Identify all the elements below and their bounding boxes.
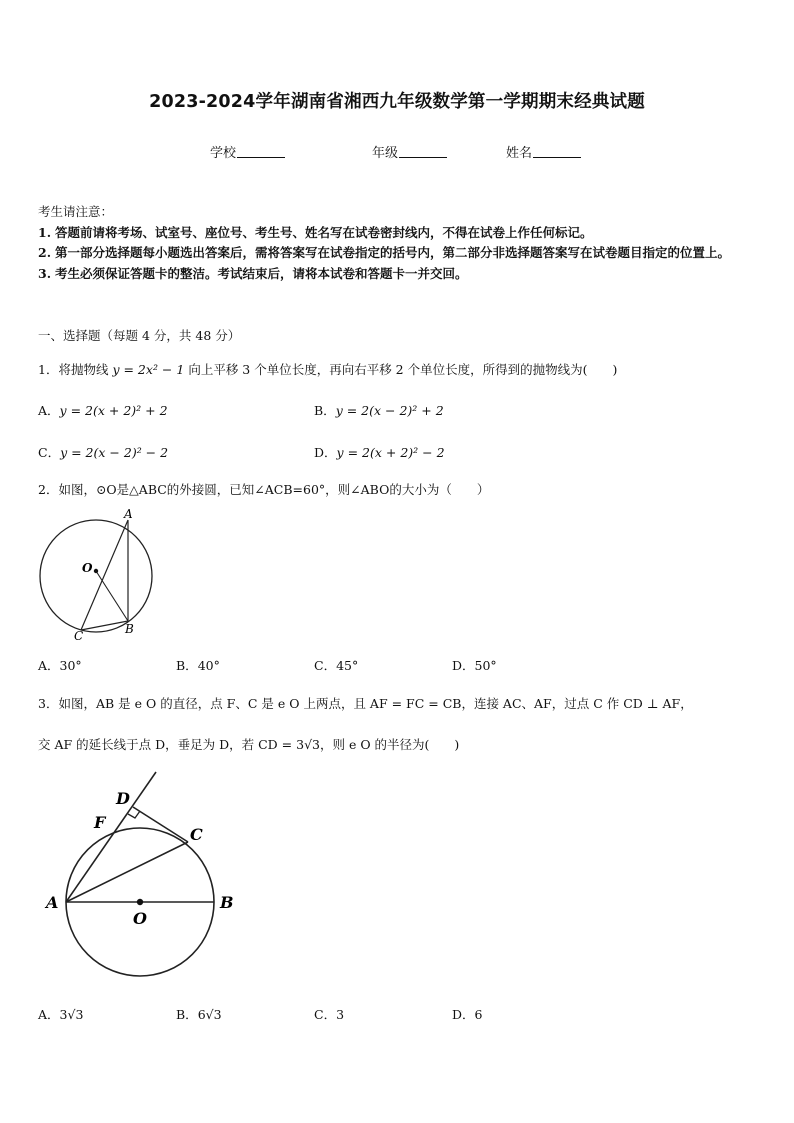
q3-line-ad-extended [66, 772, 156, 902]
q3-text-2: 交 AF 的延长线于点 D，垂足为 D，若 CD = 3√3，则 e O 的半径为( ) [38, 737, 460, 752]
q3-segment-cd [133, 807, 188, 842]
q1-option-a-formula: y = 2(x + 2)² + 2 [59, 403, 168, 418]
q3-option-a[interactable]: A．3√3 [38, 1007, 84, 1022]
q2-option-d[interactable]: D．50° [452, 658, 497, 673]
grade-label: 年级 [372, 146, 399, 161]
q1-formula: y = 2x² − 1 [112, 362, 185, 377]
q2-label-o: O [82, 561, 93, 575]
q1-number: 1． [38, 362, 59, 377]
q3-label-f: F [94, 813, 106, 832]
q2-text: 如图，⊙O是△ABC的外接圆，已知∠ACB=60°，则∠ABO的大小为（ ） [58, 482, 490, 497]
q1-option-c-formula: y = 2(x − 2)² − 2 [60, 445, 169, 460]
school-blank[interactable] [237, 144, 285, 158]
question-3-line-2 [38, 735, 459, 753]
notice-item-2: 2. 第一部分选择题每小题选出答案后，需将答案写在试卷指定的括号内，第二部分非选择题答案写在试卷题目指定的位置上。 [38, 245, 731, 260]
q2-segment-ca [81, 520, 128, 630]
q2-option-b[interactable]: B．40° [176, 658, 220, 673]
q1-post: 向上平移 3 个单位长度，再向右平移 2 个单位长度，所得到的抛物线为( ) [188, 362, 618, 377]
page-title: 2023-2024学年湖南省湘西九年级数学第一学期期末经典试题 [149, 92, 645, 112]
notice-block [38, 202, 760, 284]
section-title: 一、选择题（每题 4 分，共 48 分） [38, 328, 241, 343]
q3-label-o: O [133, 909, 147, 928]
q3-option-b[interactable]: B．6√3 [176, 1007, 222, 1022]
name-blank[interactable] [533, 144, 581, 158]
q2-label-b: B [125, 622, 134, 636]
q1-option-c[interactable]: C．y = 2(x − 2)² − 2 [38, 445, 169, 460]
q2-label-c: C [74, 629, 84, 642]
q3-label-a: A [46, 893, 59, 912]
q3-center-point [137, 899, 143, 905]
q3-option-d[interactable]: D．6 [452, 1007, 483, 1022]
question-3-line-1 [38, 694, 693, 712]
q3-text-1: 如图，AB 是 e O 的直径，点 F、C 是 e O 上两点，且 AF = FC = CB，连接 AC、AF，过点 C 作 CD ⊥ AF， [58, 696, 693, 711]
q1-option-a[interactable]: A．y = 2(x + 2)² + 2 [38, 403, 168, 418]
grade-field[interactable] [372, 142, 447, 161]
notice-item-3: 3. 考生必须保证答题卡的整洁。考试结束后，请将本试卷和答题卡一并交回。 [38, 265, 468, 281]
notice-item-1: 1. 答题前请将考场、试室号、座位号、考生号、姓名写在试卷密封线内，不得在试卷上作任何标记。 [38, 224, 593, 240]
name-field[interactable] [506, 142, 581, 161]
q3-option-c[interactable]: C．3 [314, 1007, 345, 1022]
question-1 [38, 360, 617, 378]
q3-label-d: D [116, 789, 130, 808]
q3-right-angle-mark [128, 811, 140, 818]
q2-label-a: A [124, 507, 133, 521]
q2-option-a[interactable]: A．30° [38, 658, 82, 673]
question-2 [38, 480, 489, 498]
name-label: 姓名 [506, 146, 533, 161]
q1-pre: 将抛物线 [58, 362, 109, 377]
q2-option-c[interactable]: C．45° [314, 658, 359, 673]
q3-label-b: B [220, 893, 234, 912]
q3-segment-ac [66, 842, 188, 902]
q1-option-b-formula: y = 2(x − 2)² + 2 [335, 403, 444, 418]
q2-center-point [94, 569, 98, 573]
school-field[interactable] [210, 142, 285, 161]
q3-figure [40, 766, 250, 986]
q1-option-d[interactable]: D．y = 2(x + 2)² − 2 [314, 445, 445, 460]
q2-figure [34, 506, 158, 642]
q3-number: 3． [38, 696, 59, 711]
q3-label-c: C [190, 825, 203, 844]
q1-option-b[interactable]: B．y = 2(x − 2)² + 2 [314, 403, 444, 418]
school-label: 学校 [210, 146, 237, 161]
grade-blank[interactable] [399, 144, 447, 158]
q2-circle [40, 520, 152, 632]
notice-heading: 考生请注意： [38, 204, 114, 219]
q2-segment-ob [96, 571, 128, 621]
q1-option-d-formula: y = 2(x + 2)² − 2 [336, 445, 445, 460]
q2-number: 2． [38, 482, 59, 497]
